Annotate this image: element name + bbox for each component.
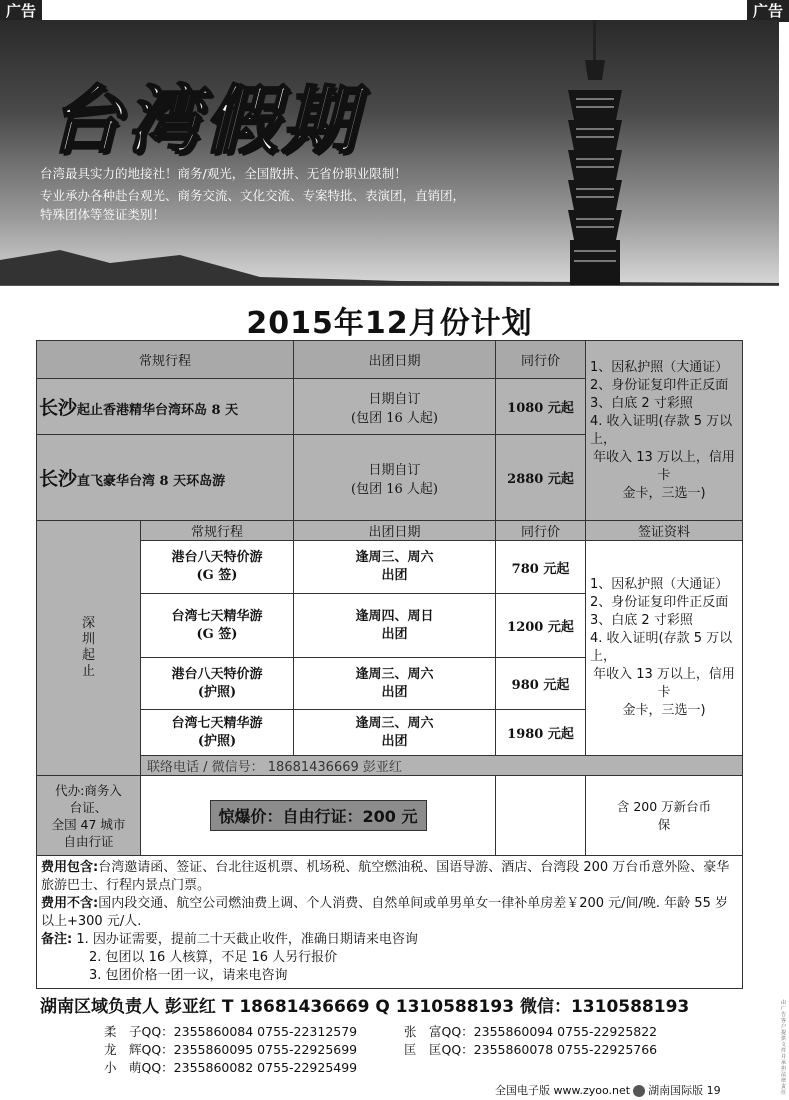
- route-name: 台湾七天精华游 (G 签): [141, 594, 294, 658]
- empty-cell: [496, 776, 586, 856]
- ad-tag-right: 广告: [747, 0, 789, 22]
- table2-header: [37, 521, 743, 541]
- price: 1980 元起: [496, 710, 586, 756]
- fee-include: 费用包含:台湾邀请函、签证、台北往返机票、机场税、航空燃油税、国语导游、酒店、台湾段 200 万台币意外险、豪华旅游巴士、行程内景点门票。: [41, 860, 730, 893]
- price: 980 元起: [496, 658, 586, 710]
- header-route: 常规行程: [37, 341, 294, 379]
- staff-contacts-left: [104, 1023, 357, 1077]
- deposit-note: 含 200 万新台币 保: [586, 776, 743, 856]
- fee-exclude: 费用不含:国内段交通、航空公司燃油费上调、个人消费、自然单间或单男单女一律补单房差￥200 元/间/晚. 年龄 55 岁以上+300 元/人.: [41, 896, 728, 929]
- tour-table: [36, 340, 743, 989]
- mountain-silhouette: [0, 215, 779, 285]
- agent-label: 代办:商务入 台证、 全国 47 城市 自由行证: [37, 776, 141, 856]
- hero-description: 专业承办各种赴台观光、商务交流、文化交流、专案特批、表演团，直销团，: [40, 188, 466, 203]
- note-line-1: 备注: 1. 因办证需要，提前二十天截止收件，准确日期请来电咨询: [41, 932, 418, 947]
- region-manager: 湖南区域负责人 彭亚红 T 18681436669 Q 1310588193 微信：1310588193: [40, 997, 690, 1017]
- fees-info: [37, 856, 743, 989]
- staff-contact: 柔 子QQ：2355860084 0755-22312579: [104, 1024, 358, 1039]
- header-visa: 签证资料: [586, 521, 743, 541]
- visa-requirements: 1、因私护照（大通证） 2、身份证复印件正反面 3、白底 2 寸彩照 4. 收入证明(存款 5 万以上， 年收入 13 万以上，信用卡 金卡，三选一): [586, 541, 743, 756]
- footer-edition: 湖南国际版 19: [648, 1084, 721, 1097]
- price: 2880 元起: [496, 435, 586, 521]
- contact-row: [37, 756, 743, 776]
- header-date: 出团日期: [294, 341, 496, 379]
- route-name: 长沙直飞豪华台湾 8 天环岛游: [37, 435, 294, 521]
- agent-row: [37, 776, 743, 856]
- hero-tagline: 台湾最具实力的地接社！商务/观光，全国散拼、无省份职业限制！: [40, 166, 407, 181]
- route-name: 港台八天特价游 (护照): [141, 658, 294, 710]
- departure-date: 日期自订 (包团 16 人起): [294, 435, 496, 521]
- promo-cell: [141, 776, 496, 856]
- header-price: 同行价: [496, 341, 586, 379]
- legal-sidenote: 由广告客户提供文件并承担法律责任: [781, 1000, 787, 1096]
- fees-row: [37, 856, 743, 989]
- table1-header: [37, 341, 743, 379]
- promo-price: 惊爆价：自由行证：200 元: [210, 800, 427, 831]
- note-line-3: 3. 包团价格一团一议，请来电咨询: [89, 968, 288, 983]
- page-footer: [495, 1082, 721, 1098]
- price: 1080 元起: [496, 379, 586, 435]
- publisher-logo-icon: [633, 1085, 645, 1097]
- header-price: 同行价: [496, 521, 586, 541]
- staff-contact: 张 富QQ：2355860094 0755-22925822: [404, 1024, 658, 1039]
- shenzhen-label: 深 圳 起 止: [37, 521, 141, 776]
- route-name: 台湾七天精华游 (护照): [141, 710, 294, 756]
- header-date: 出团日期: [294, 521, 496, 541]
- hero-banner: [0, 20, 779, 286]
- route-name: 港台八天特价游 (G 签): [141, 541, 294, 594]
- departure-date: 日期自订 (包团 16 人起): [294, 379, 496, 435]
- hero-title: 台湾假期: [48, 78, 360, 164]
- departure-date: 逢周三、周六 出团: [294, 710, 496, 756]
- visa-requirements: 1、因私护照（大通证） 2、身份证复印件正反面 3、白底 2 寸彩照 4. 收入证明(存款 5 万以上， 年收入 13 万以上，信用卡 金卡，三选一): [586, 341, 743, 521]
- departure-date: 逢周四、周日 出团: [294, 594, 496, 658]
- contact-info: 联络电话 / 微信号： 18681436669 彭亚红: [141, 756, 743, 776]
- header-route: 常规行程: [141, 521, 294, 541]
- note-line-2: 2. 包团以 16 人核算，不足 16 人另行报价: [89, 950, 338, 965]
- taipei-101-tower: [540, 20, 650, 286]
- staff-contact: 匡 匡QQ：2355860078 0755-22925766: [404, 1042, 658, 1057]
- hero-description-cont: 特殊团体等签证类别！: [40, 207, 166, 222]
- route-name: 长沙起止香港精华台湾环岛 8 天: [37, 379, 294, 435]
- footer-website: 全国电子版 www.zyoo.net: [495, 1084, 631, 1097]
- staff-contacts-right: [404, 1023, 657, 1059]
- departure-date: 逢周三、周六 出团: [294, 658, 496, 710]
- staff-contact: 龙 辉QQ：2355860095 0755-22925699: [104, 1042, 358, 1057]
- plan-title: 2015年12月份计划: [246, 306, 533, 341]
- table-row: [37, 541, 743, 594]
- ad-tag-left: 广告: [0, 0, 42, 22]
- staff-contact: 小 萌QQ：2355860082 0755-22925499: [104, 1060, 358, 1075]
- price: 780 元起: [496, 541, 586, 594]
- price: 1200 元起: [496, 594, 586, 658]
- departure-date: 逢周三、周六 出团: [294, 541, 496, 594]
